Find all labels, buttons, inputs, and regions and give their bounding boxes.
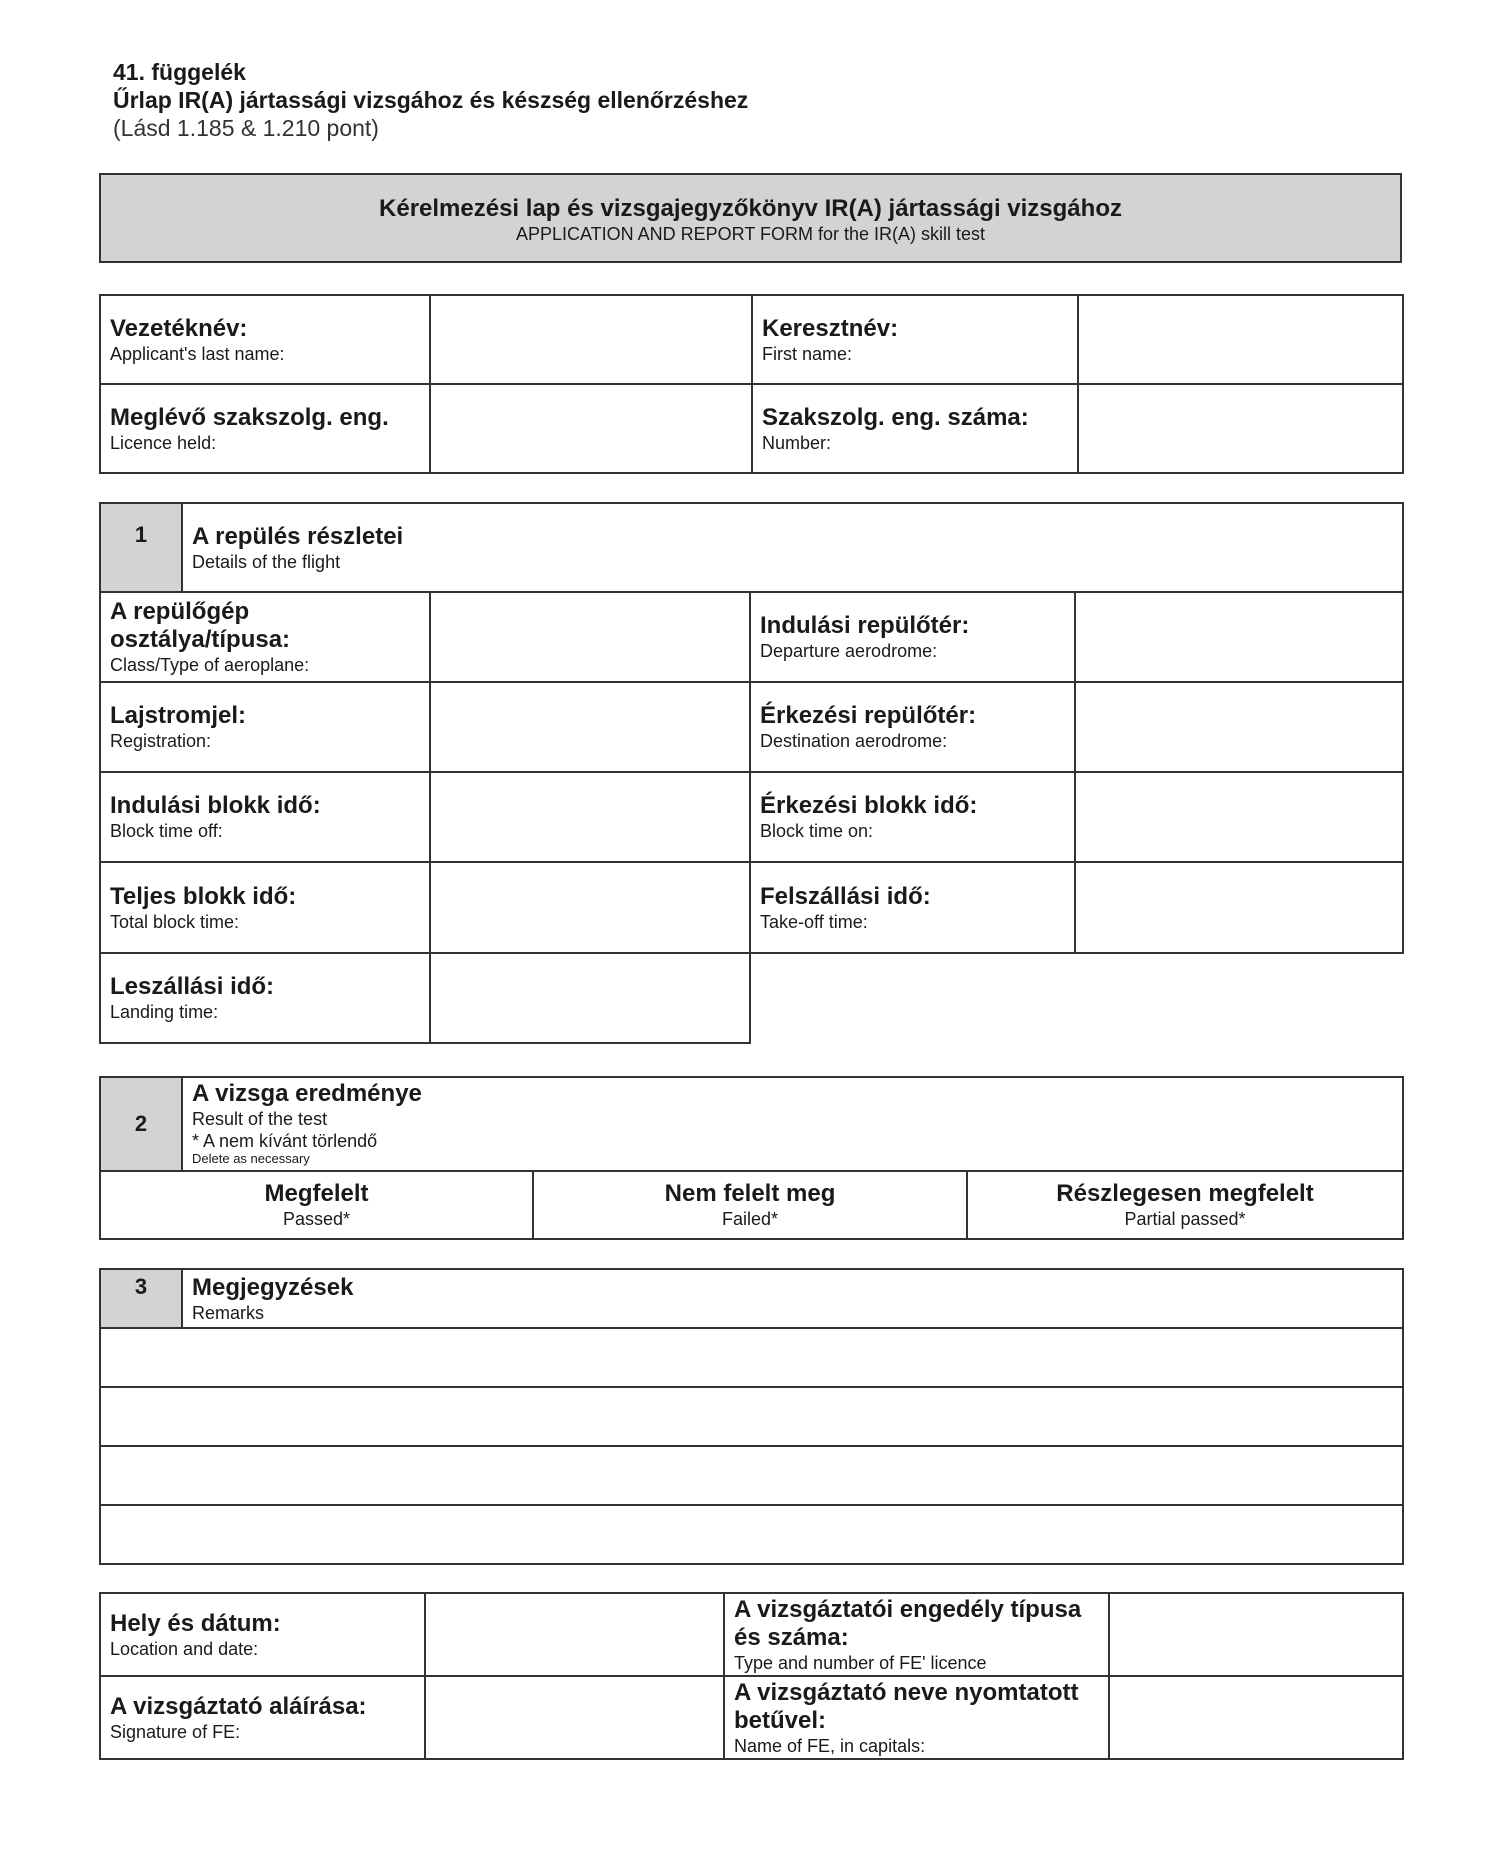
registration-field[interactable]: [430, 682, 750, 772]
location-date-label: Hely és dátum: Location and date:: [100, 1593, 425, 1676]
section2-header: A vizsga eredménye Result of the test * A nem kívánt törlendő Delete as necessary: [182, 1077, 1403, 1171]
section2-table: [99, 1076, 1404, 1240]
block-off-label: Indulási blokk idő: Block time off:: [100, 772, 430, 862]
licence-held-label: Meglévő szakszolg. eng. Licence held:: [100, 384, 430, 473]
appendix-number: 41. függelék: [113, 59, 246, 85]
licence-number-field[interactable]: [1078, 384, 1403, 473]
block-off-field[interactable]: [430, 772, 750, 862]
section3-header: Megjegyzések Remarks: [182, 1269, 1403, 1328]
first-name-label: Keresztnév: First name:: [752, 295, 1078, 384]
page-header: [113, 58, 748, 142]
takeoff-label: Felszállási idő: Take-off time:: [750, 862, 1075, 953]
landing-label: Leszállási idő: Landing time:: [100, 953, 430, 1043]
last-name-label: Vezetéknév: Applicant's last name:: [100, 295, 430, 384]
departure-label: Indulási repülőtér: Departure aerodrome:: [750, 592, 1075, 682]
fe-name-field[interactable]: [1109, 1676, 1403, 1759]
fe-licence-type-label: A vizsgáztatói engedély típusa és száma: Type and number of FE' licence: [724, 1593, 1109, 1676]
remarks-line[interactable]: [100, 1505, 1403, 1564]
section3-number: 3: [100, 1269, 182, 1328]
form-title-box: [99, 173, 1402, 263]
total-block-field[interactable]: [430, 862, 750, 953]
licence-number-label: Szakszolg. eng. száma: Number:: [752, 384, 1078, 473]
remarks-line[interactable]: [100, 1328, 1403, 1387]
fe-signature-field[interactable]: [425, 1676, 724, 1759]
destination-label: Érkezési repülőtér: Destination aerodrome:: [750, 682, 1075, 772]
block-on-field[interactable]: [1075, 772, 1403, 862]
section1-number: 1: [100, 503, 182, 592]
section3-table: [99, 1268, 1404, 1565]
title-en: APPLICATION AND REPORT FORM for the IR(A) skill test: [515, 224, 986, 244]
fe-licence-type-field[interactable]: [1109, 1593, 1403, 1676]
registration-label: Lajstromjel: Registration:: [100, 682, 430, 772]
block-on-label: Érkezési blokk idő: Block time on:: [750, 772, 1075, 862]
last-name-field[interactable]: [430, 295, 752, 384]
class-type-label: A repülőgép osztálya/típusa: Class/Type of aeroplane:: [100, 592, 430, 682]
examiner-table: [99, 1592, 1404, 1760]
remarks-line[interactable]: [100, 1446, 1403, 1505]
result-passed-option[interactable]: Megfelelt Passed*: [100, 1171, 533, 1239]
section1-header: A repülés részletei Details of the flight: [182, 503, 1403, 592]
landing-field[interactable]: [430, 953, 750, 1043]
form-title: Űrlap IR(A) jártassági vizsgához és készség ellenőrzéshez: [113, 87, 749, 113]
first-name-field[interactable]: [1078, 295, 1403, 384]
title-hu: Kérelmezési lap és vizsgajegyzőkönyv IR(A) jártassági vizsgához: [379, 195, 1122, 222]
section1-table: [99, 502, 1404, 1044]
empty-area: [750, 953, 1403, 1043]
takeoff-field[interactable]: [1075, 862, 1403, 953]
fe-signature-label: A vizsgáztató aláírása: Signature of FE:: [100, 1676, 425, 1759]
licence-held-field[interactable]: [430, 384, 752, 473]
location-date-field[interactable]: [425, 1593, 724, 1676]
destination-field[interactable]: [1075, 682, 1403, 772]
section2-number: 2: [100, 1077, 182, 1171]
total-block-label: Teljes blokk idő: Total block time:: [100, 862, 430, 953]
class-type-field[interactable]: [430, 592, 750, 682]
departure-field[interactable]: [1075, 592, 1403, 682]
reference-note: (Lásd 1.185 & 1.210 pont): [113, 115, 379, 141]
result-partial-option[interactable]: Részlegesen megfelelt Partial passed*: [967, 1171, 1403, 1239]
applicant-table: [99, 294, 1404, 474]
result-failed-option[interactable]: Nem felelt meg Failed*: [533, 1171, 967, 1239]
remarks-line[interactable]: [100, 1387, 1403, 1446]
fe-name-label: A vizsgáztató neve nyomtatott betűvel: Name of FE, in capitals:: [724, 1676, 1109, 1759]
